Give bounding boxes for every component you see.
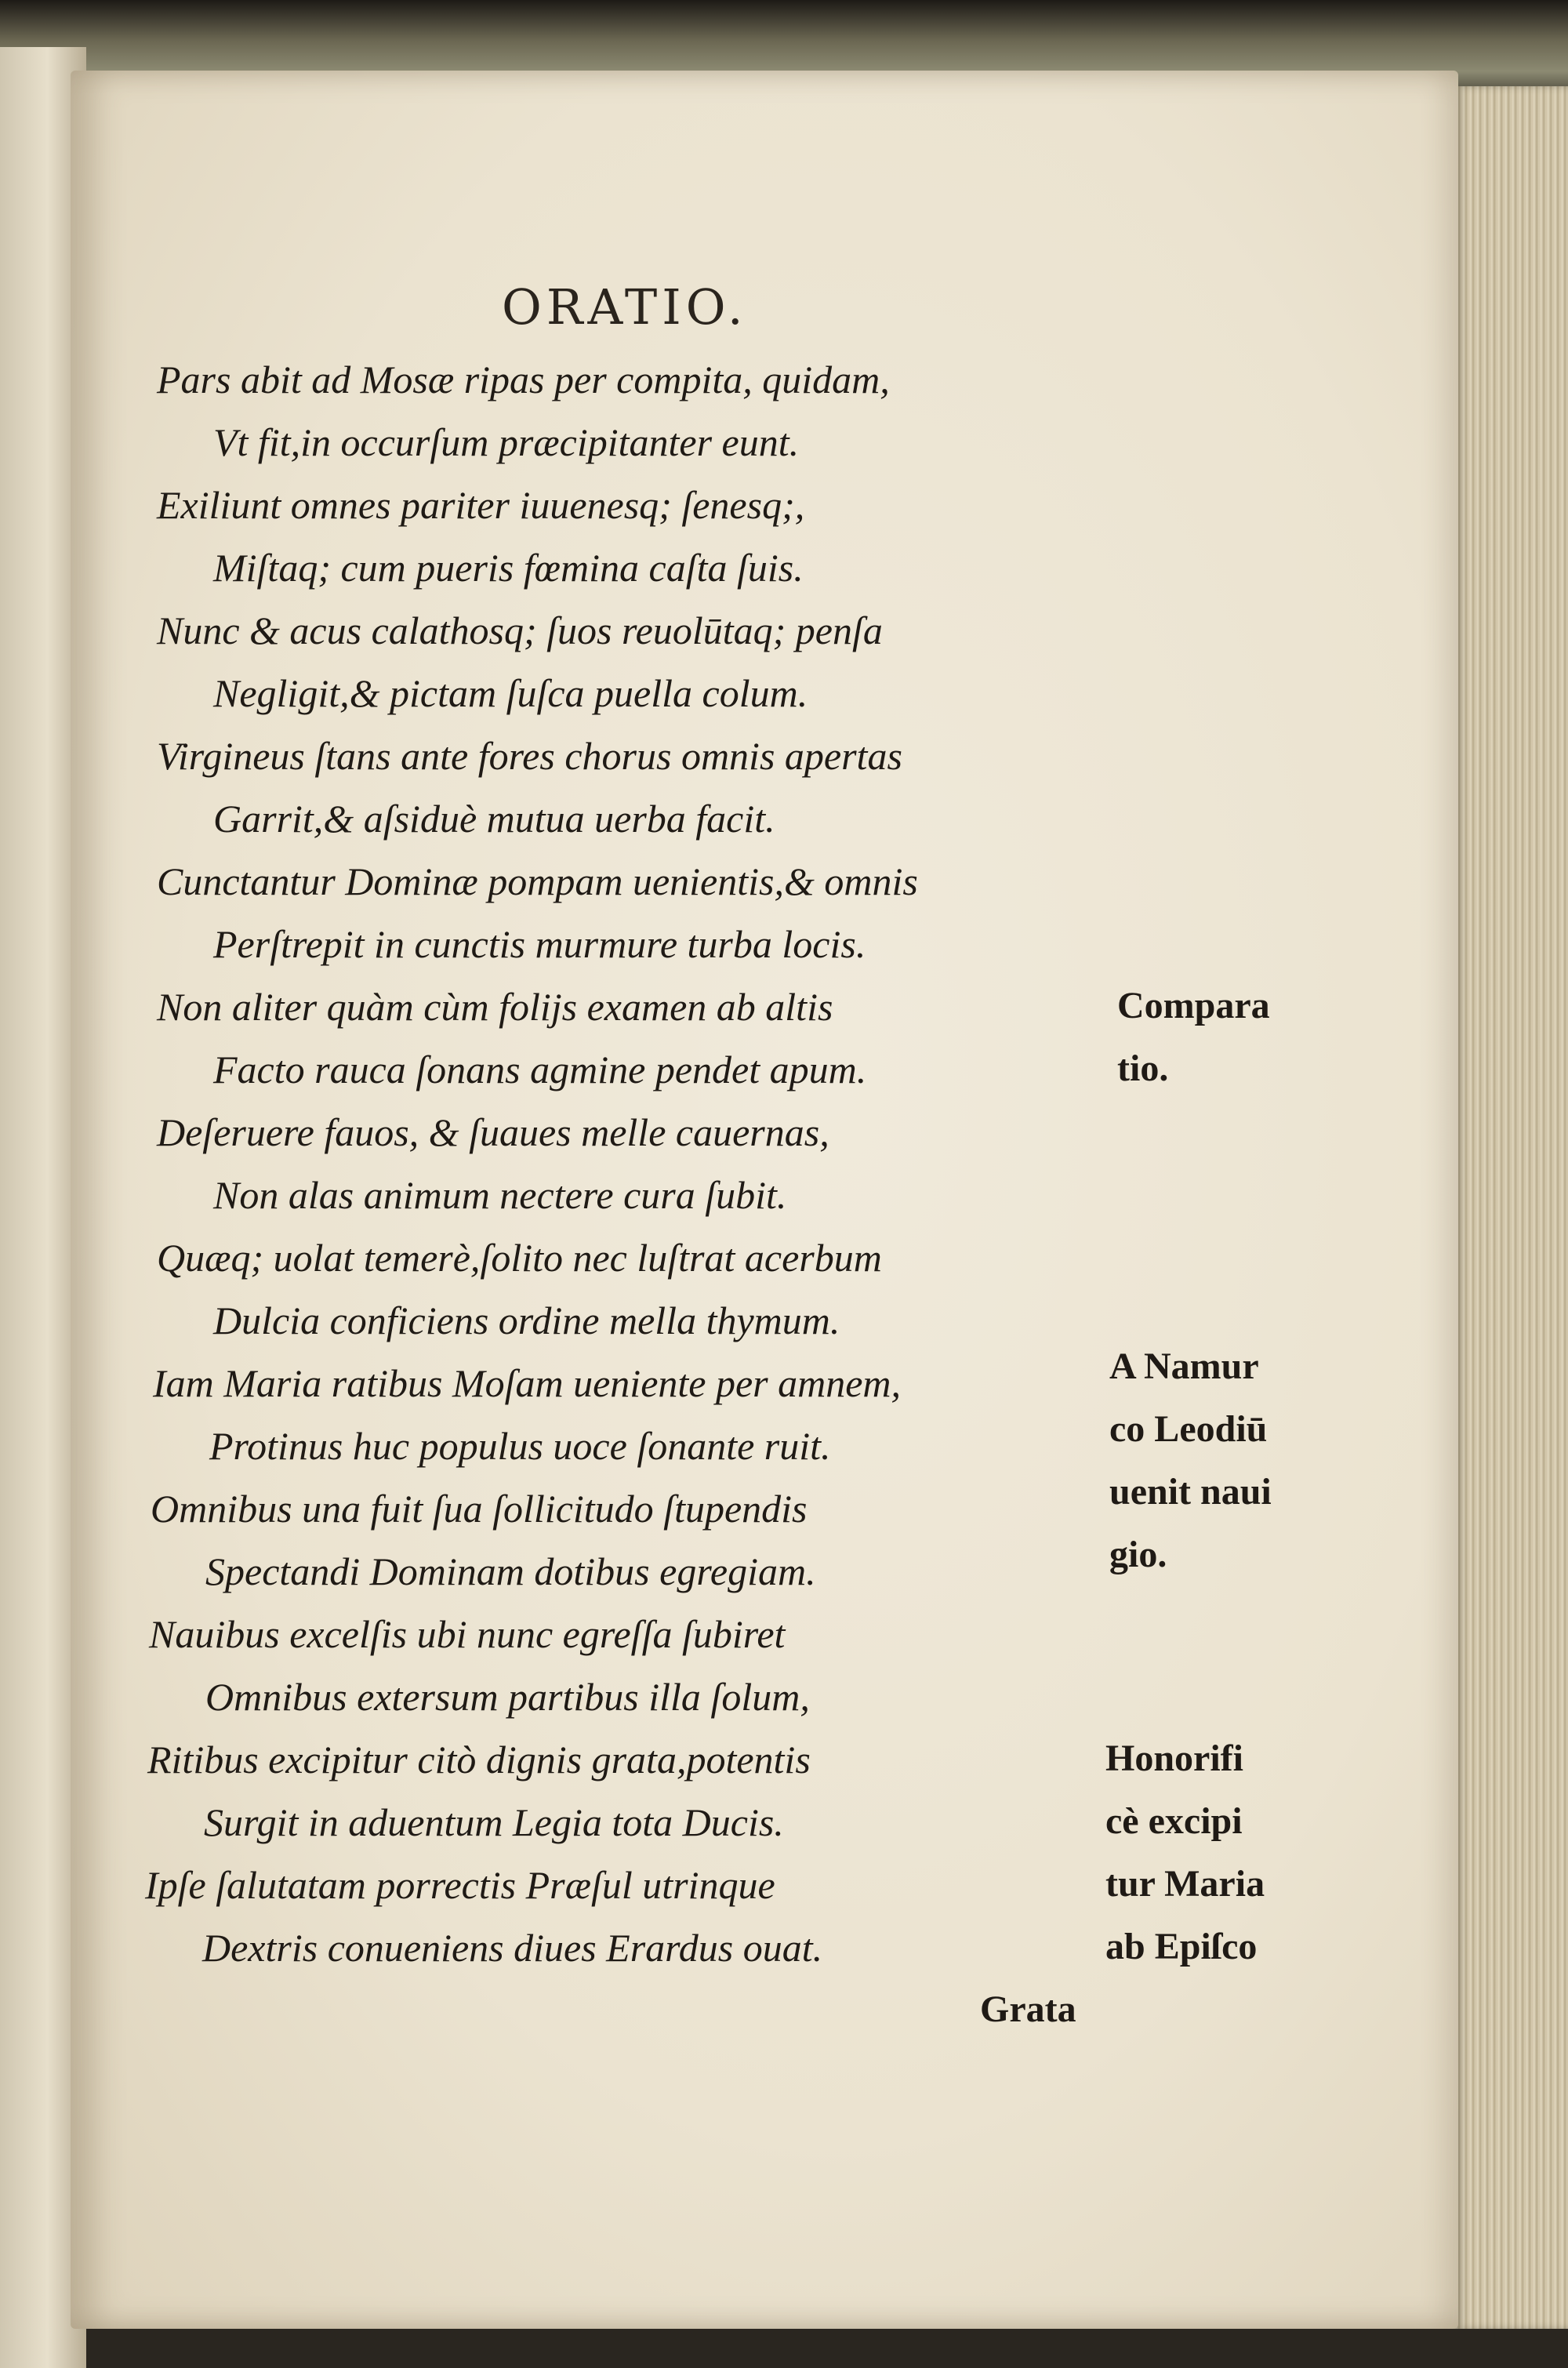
margin-note-line: tio. xyxy=(1117,1048,1169,1089)
verse-line: Negligit,& pictam ſuſca puella colum. xyxy=(213,671,808,715)
verse-line: Deſeruere fauos, & ſuaues melle cauernas, xyxy=(157,1110,829,1154)
margin-note-line: gio. xyxy=(1109,1534,1167,1575)
verse-line: Ritibus excipitur citò dignis grata,potentis xyxy=(147,1738,811,1781)
verse-line: Omnibus extersum partibus illa ſolum, xyxy=(205,1675,810,1719)
verse-line: Ipſe ſalutatam porrectis Præſul utrinque xyxy=(145,1863,775,1907)
verse-line: Omnibus una fuit ſua ſollicitudo ſtupendis xyxy=(151,1487,808,1531)
verse-line: Nauibus excelſis ubi nunc egreſſa ſubiret xyxy=(149,1612,786,1656)
verse-line: Spectandi Dominam dotibus egregiam. xyxy=(205,1549,816,1593)
verse-line: Perſtrepit in cunctis murmure turba locis. xyxy=(213,922,866,966)
margin-note-line: Compara xyxy=(1117,985,1270,1026)
verse-line: Non aliter quàm cùm folijs examen ab altis xyxy=(157,985,833,1029)
verse-line: Vt fit,in occurſum præcipitanter eunt. xyxy=(213,420,800,464)
catchword: Grata xyxy=(980,1988,1076,2030)
page-header: ORATIO. xyxy=(502,278,748,336)
verse-line: Non alas animum nectere cura ſubit. xyxy=(213,1173,787,1217)
verse-line: Facto rauca ſonans agmine pendet apum. xyxy=(213,1048,867,1091)
verse-line: Garrit,& aſsiduè mutua uerba facit. xyxy=(213,797,775,841)
margin-note-line: Honorifi xyxy=(1105,1738,1243,1779)
verse-line: Iam Maria ratibus Moſam ueniente per amnem, xyxy=(153,1361,902,1405)
verse-line: Miſtaq; cum pueris fœmina caſta ſuis. xyxy=(213,546,804,590)
verse-line: Dulcia conficiens ordine mella thymum. xyxy=(213,1298,840,1342)
verse-line: Nunc & acus calathosq; ſuos reuolūtaq; penſa xyxy=(157,608,883,652)
verse-line: Dextris conueniens diues Erardus ouat. xyxy=(202,1926,823,1970)
verse-line: Cunctantur Dominæ pompam uenientis,& omnis xyxy=(157,859,918,903)
margin-note-line: uenit naui xyxy=(1109,1471,1272,1513)
margin-note-line: tur Maria xyxy=(1105,1863,1265,1905)
margin-note-line: cè excipi xyxy=(1105,1800,1243,1842)
fore-edge xyxy=(1454,86,1568,2329)
verse-line: Surgit in aduentum Legia tota Ducis. xyxy=(204,1800,784,1844)
verse-line: Virgineus ſtans ante fores chorus omnis apertas xyxy=(157,734,902,778)
verse-line: Pars abit ad Mosæ ripas per compita, quidam, xyxy=(157,358,890,401)
margin-note-line: ab Epiſco xyxy=(1105,1926,1258,1967)
margin-note-line: A Namur xyxy=(1109,1346,1259,1387)
verse-line: Protinus huc populus uoce ſonante ruit. xyxy=(209,1424,831,1468)
verse-line: Quæq; uolat temerè,ſolito nec luſtrat acerbum xyxy=(157,1236,882,1280)
verse-line: Exiliunt omnes pariter iuuenesq; ſenesq;, xyxy=(157,483,805,527)
margin-note-line: co Leodiū xyxy=(1109,1408,1268,1450)
